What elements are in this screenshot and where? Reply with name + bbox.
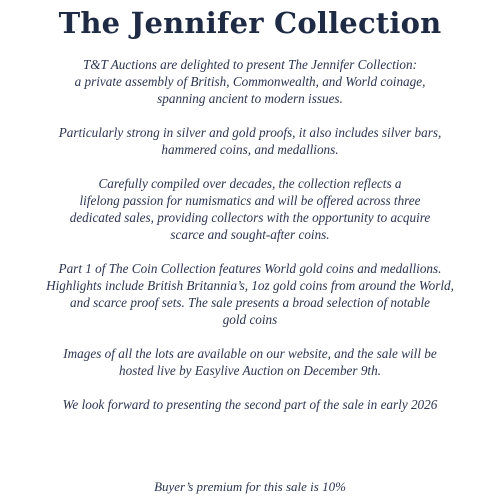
buyers-premium-note: Buyer’s premium for this sale is 10% [154, 479, 346, 494]
text-line: hosted live by Easylive Auction on December 9th. [119, 363, 381, 378]
text-line: We look forward to presenting the second part of the sale in early 2026 [62, 397, 438, 412]
text-line: Part 1 of The Coin Collection features World gold coins and medallions. [58, 261, 442, 276]
body-text [20, 56, 480, 430]
text-line: T&T Auctions are delighted to present The Jennifer Collection: [82, 57, 418, 72]
text-line: Particularly strong in silver and gold proofs, it also includes silver bars, [58, 125, 442, 140]
text-line: Highlights include British Britannia’s, 1oz gold coins from around the World, [46, 278, 454, 293]
text-line: Carefully compiled over decades, the collection reflects a [98, 176, 402, 191]
text-line: dedicated sales, providing collectors with the opportunity to acquire [69, 210, 431, 225]
paragraph-part-one [20, 260, 480, 328]
page-title: The Jennifer Collection [58, 6, 442, 40]
paragraph-intro [20, 56, 480, 107]
text-line: a private assembly of British, Commonwealth, and World coinage, [74, 74, 426, 89]
paragraph-history [20, 175, 480, 243]
text-line: lifelong passion for numismatics and will be offered across three [79, 193, 421, 208]
paragraph-closing [20, 396, 480, 413]
paragraph-strengths [20, 124, 480, 158]
text-line: Images of all the lots are available on our website, and the sale will be [63, 346, 437, 361]
text-line: spanning ancient to modern issues. [157, 91, 343, 106]
paragraph-images [20, 345, 480, 379]
text-line: and scarce proof sets. The sale presents a broad selection of notable [70, 295, 430, 310]
text-line: scarce and sought-after coins. [170, 227, 330, 242]
text-line: gold coins [222, 312, 278, 327]
text-line: hammered coins, and medallions. [161, 142, 339, 157]
